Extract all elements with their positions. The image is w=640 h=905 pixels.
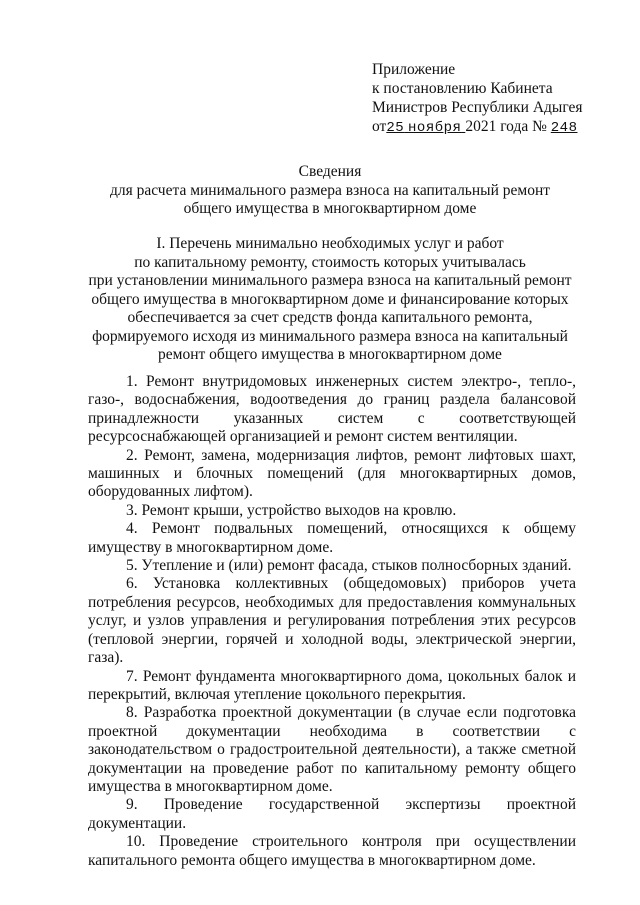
title-line-3: общего имущества в многоквартирном доме [183, 200, 477, 217]
section-line-4: общего имущества в многоквартирном доме и финансирование которых [91, 290, 569, 308]
section-line-3: при установлении минимального размера взноса на капитальный ремонт [88, 272, 572, 289]
appendix-line-2: к постановлению Кабинета [372, 80, 553, 97]
section-line-2: по капитальному ремонту, стоимость которых учитывалась [134, 253, 526, 271]
appendix-block [372, 60, 622, 138]
section-line-5: обеспечивается за счет средств фонда капитального ремонта, [127, 309, 533, 326]
list-item-1: 1. Ремонт внутридомовых инженерных систем электро-, тепло-, газо-, водоснабжения, водоотведения до границ раздела балансовой принадлежности указанных систем с соответствующей ресурсоснабжающей организацией и ремонт систем вентиляции. [88, 373, 576, 446]
decree-number: 248 [550, 120, 578, 136]
list-item-4: 4. Ремонт подвальных помещений, относящихся к общему имуществу в многоквартирном доме. [88, 520, 576, 556]
list-item-6: 6. Установка коллективных (общедомовых) приборов учета потребления ресурсов, необходимых для предоставления коммунальных услуг, и узлов управления и регулирования потребления этих ресурсов (тепловой энергии, горячей и холодной воды, электрической энергии, газа). [88, 575, 576, 667]
date-month: ноября [408, 120, 462, 136]
date-prefix: от [372, 118, 387, 135]
services-list [88, 373, 576, 870]
document-title [80, 163, 580, 219]
appendix-line-3: Министров Республики Адыгея [372, 99, 583, 116]
section-heading [80, 235, 580, 365]
date-year: 2021 года № [465, 118, 547, 135]
appendix-date-line [372, 117, 622, 138]
section-line-7: ремонт общего имущества в многоквартирном доме [158, 346, 502, 363]
section-line-6: формируемого исходя из минимального размера взноса на капитальный [92, 327, 568, 345]
title-line-1: Сведения [298, 163, 362, 180]
appendix-line-1: Приложение [372, 61, 456, 78]
section-line-1: I. Перечень минимально необходимых услуг и работ [156, 235, 504, 252]
list-item-8: 8. Разработка проектной документации (в случае если подготовка проектной документации необходима в соответствии с законодательством о градостроительной деятельности), а также сметной документации на проведение работ по капитальному ремонту общего имущества в многоквартирном доме. [88, 704, 576, 795]
list-item-5: 5. Утепление и (или) ремонт фасада, стыков полносборных зданий. [126, 557, 572, 575]
list-item-3: 3. Ремонт крыши, устройство выходов на кровлю. [126, 501, 457, 519]
list-item-2: 2. Ремонт, замена, модернизация лифтов, ремонт лифтовых шахт, машинных и блочных помещений (для многоквартирных домов, оборудованных лифтом). [88, 446, 576, 501]
list-item-10: 10. Проведение строительного контроля при осуществлении капитального ремонта общего имущества в многоквартирном доме. [88, 833, 576, 869]
list-item-9: 9. Проведение государственной экспертизы проектной документации. [88, 796, 576, 832]
list-item-7: 7. Ремонт фундамента многоквартирного дома, цокольных балок и перекрытий, включая утепление цокольного перекрытия. [88, 667, 576, 703]
title-line-2: для расчета минимального размера взноса на капитальный ремонт [109, 181, 551, 199]
date-day: 25 [386, 120, 405, 136]
